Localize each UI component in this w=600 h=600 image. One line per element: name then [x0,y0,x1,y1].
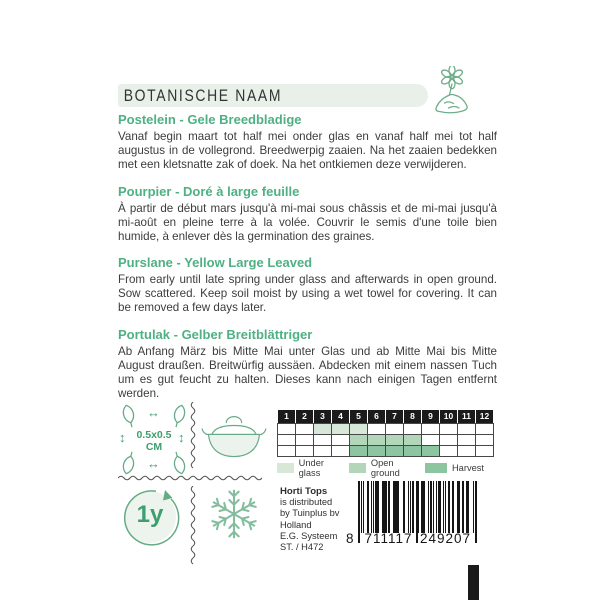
barcode-digits [346,531,480,546]
calendar-cell [350,423,368,434]
calendar-cell [440,434,458,445]
arrow-vertical-icon: ↕ [178,430,185,445]
legend-swatch [349,463,366,473]
calendar-cell [422,434,440,445]
calendar-cell [332,434,350,445]
calendar-month-cell: 8 [404,410,422,423]
leaf-icon [115,402,142,431]
section-body-english: From early until late spring under glass and afterwards in open ground. Sow scattered. Keep soil moist by using a wet towel for covering. It can be removed a few days later. [118,273,497,315]
arrow-vertical-icon: ↕ [119,430,126,445]
description-sections [118,112,497,413]
calendar-cell [278,445,296,456]
calendar-month-cell: 11 [458,410,476,423]
calendar-cell [314,445,332,456]
calendar-series-row [278,423,494,434]
wavy-divider-horizontal [118,474,268,482]
wavy-divider-vertical [189,402,197,472]
wavy-divider-vertical [189,486,197,570]
calendar-month-cell: 1 [278,410,296,423]
legend-item: Open ground [349,458,412,478]
calendar-cell [422,423,440,434]
barcode-digit-lead: 8 [346,531,355,546]
section-dutch [118,112,497,172]
spacing-value [131,430,177,453]
calendar-cell [458,445,476,456]
calendar-month-cell: 3 [314,410,332,423]
sowing-calendar-table [277,410,494,457]
legend-swatch [425,463,447,473]
calendar-month-header-row [278,410,494,423]
flower-sprout-icon [429,66,476,117]
calendar-cell [296,434,314,445]
sowing-calendar [277,410,494,457]
soil-mound [436,95,467,113]
distributor-name: Horti Tops [280,486,328,497]
arrow-horizontal-icon: ↔ [147,405,160,420]
calendar-legend [277,458,497,478]
spacing-unit: CM [145,440,163,453]
flower-stem [450,84,453,95]
legend-item: Under glass [277,458,336,478]
calendar-cell [404,434,422,445]
section-title-english: Purslane - Yellow Large Leaved [118,255,313,271]
calendar-cell [350,434,368,445]
calendar-cell [404,445,422,456]
ean-barcode [346,481,480,555]
distributor-line: is distributed [280,497,333,508]
calendar-cell [332,445,350,456]
barcode-digit-group: 249207 [419,531,472,546]
distributor-line: E.G. Systeem [280,530,338,541]
section-german [118,327,497,401]
annual-cycle-icon [120,487,180,547]
calendar-cell [458,434,476,445]
calendar-month-cell: 7 [386,410,404,423]
distributor-line: Holland [280,519,312,530]
calendar-cell [278,423,296,434]
botanical-name-banner [118,84,428,107]
calendar-cell [386,434,404,445]
calendar-month-cell: 6 [368,410,386,423]
calendar-cell [368,423,386,434]
calendar-cell [350,445,368,456]
calendar-cell [422,445,440,456]
snowflake-icon [206,485,262,543]
calendar-cell [440,445,458,456]
calendar-cell [476,434,494,445]
cultivation-icon-grid [118,402,268,570]
section-french [118,184,497,244]
plant-spacing-icon [118,404,190,474]
spacing-dimensions: 0.5x0.5 [136,429,172,441]
print-registration-mark [468,565,479,600]
calendar-month-cell: 2 [296,410,314,423]
arrow-horizontal-icon: ↔ [147,456,160,471]
pot-handle-left [202,429,207,435]
calendar-cell [296,423,314,434]
section-body-dutch: Vanaf begin maart tot half mei onder glas en vanaf half mei tot half augustus in de vollegrond. Breedwerpig zaaien. Na het zaaien bedekken met een kletsnatte zak of doek. Na het ontkiemen deze verwijderen. [118,130,497,171]
calendar-month-cell: 12 [476,410,494,423]
calendar-series-row [278,434,494,445]
distributor-line: ST. / H472 [280,542,324,553]
calendar-cell [476,445,494,456]
distributor-info [280,486,352,553]
pot-lid [212,426,256,435]
calendar-cell [368,434,386,445]
distributor-line: by Tuinplus bv [280,508,340,519]
calendar-month-cell: 4 [332,410,350,423]
pot-bowl [209,434,260,456]
calendar-cell [278,434,296,445]
calendar-month-cell: 10 [440,410,458,423]
banner-title: BOTANISCHE NAAM [123,85,283,105]
calendar-cell [314,423,332,434]
calendar-cell [386,423,404,434]
legend-item: Harvest [425,463,484,473]
section-english [118,255,497,315]
calendar-cell [458,423,476,434]
calendar-series-row [278,445,494,456]
section-title-french: Pourpier - Doré à large feuille [118,183,300,199]
section-body-german: Ab Anfang März bis Mitte Mai unter Glas und ab Mitte Mai bis Mitte August draußen. Breitwürfig aussäen. Abdecken mit einem nassen Tuch um es gut feucht zu halten. Dieses kann nach einigen Tagen entfernt werden. [118,345,497,400]
calendar-cell [476,423,494,434]
calendar-month-cell: 5 [350,410,368,423]
section-title-german: Portulak - Gelber Breitblättriger [118,327,313,343]
calendar-cell [314,434,332,445]
calendar-month-cell: 9 [422,410,440,423]
calendar-cell [404,423,422,434]
section-title-dutch: Postelein - Gele Breedbladige [118,112,302,127]
calendar-cell [368,445,386,456]
section-body-french: À partir de début mars jusqu'à mi-mai sous châssis et de mi-mai jusqu'à mi-août en pleine terre à la volée. Couvrir le semis d'une toile bien humide, à enlever dès la germination des graines. [118,201,497,243]
pot-cloche-icon [200,408,268,470]
legend-swatch [277,463,294,473]
pot-handle-right [261,429,266,435]
barcode-digit-group: 711117 [364,531,413,546]
annual-cycle-label: 1y [136,501,164,528]
calendar-cell [440,423,458,434]
pot-knob [226,417,241,423]
calendar-cell [332,423,350,434]
calendar-cell [296,445,314,456]
calendar-cell [386,445,404,456]
